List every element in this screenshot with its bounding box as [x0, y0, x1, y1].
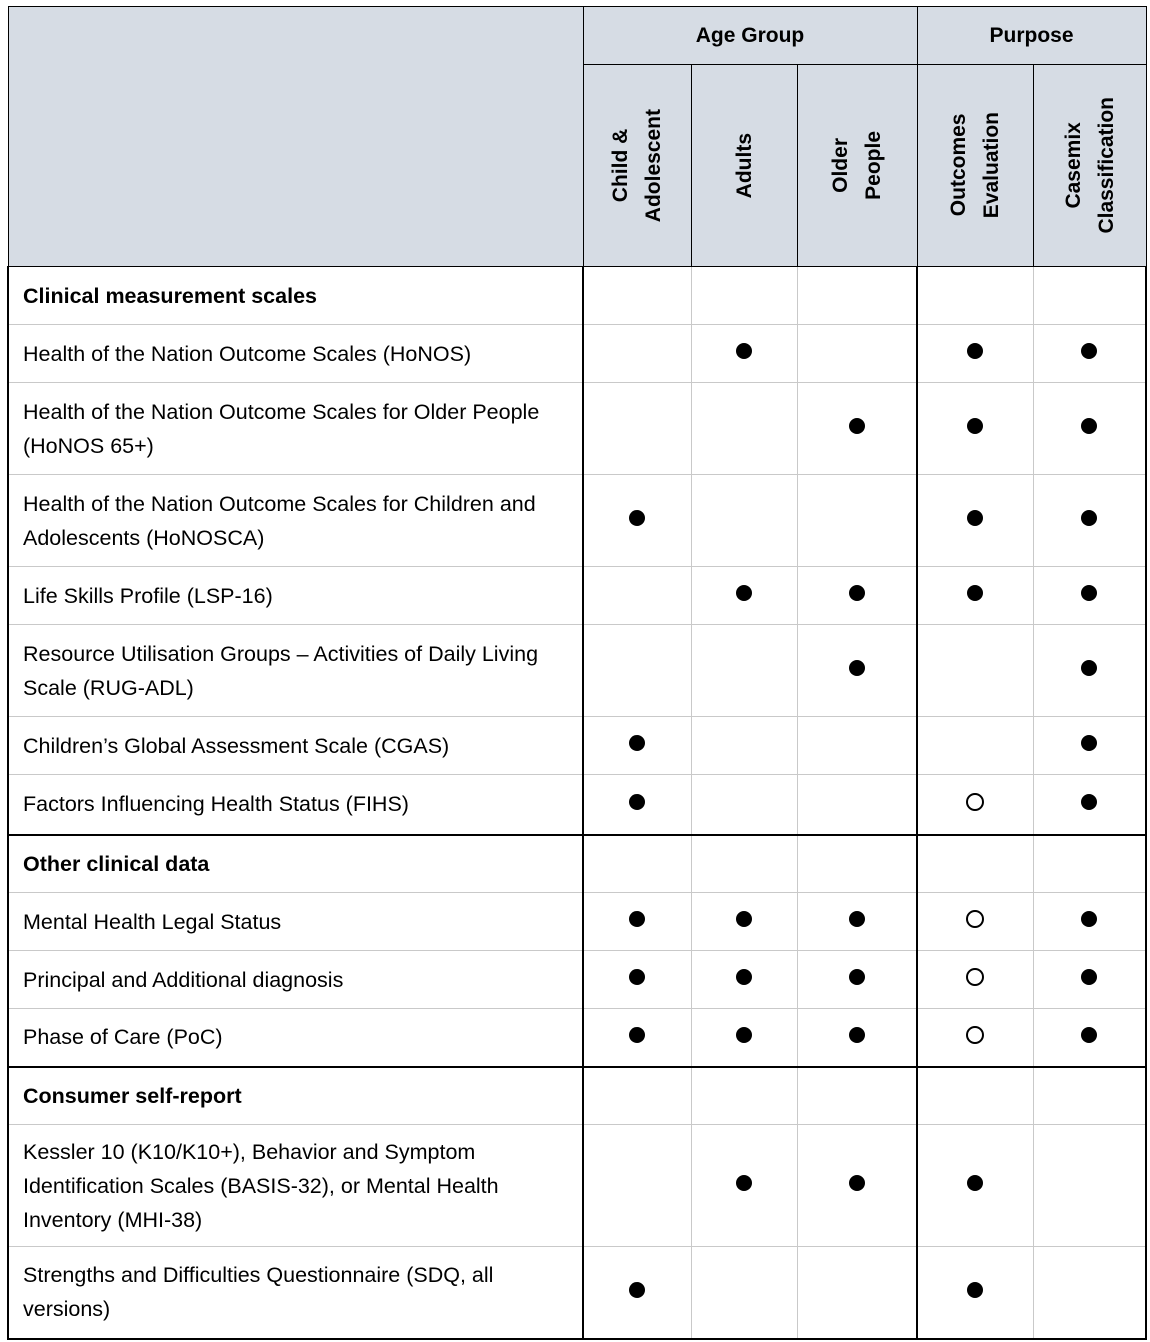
mark-cell [917, 893, 1033, 951]
mark-cell [917, 1067, 1033, 1125]
mark-cell [1033, 325, 1146, 383]
mark-cell [583, 267, 691, 325]
filled-dot-icon [736, 911, 752, 927]
mark-cell [1033, 625, 1146, 717]
section-label: Consumer self-report [8, 1067, 583, 1125]
mark-cell [797, 1125, 917, 1247]
section-label: Other clinical data [8, 835, 583, 893]
filled-dot-icon [736, 343, 752, 359]
filled-dot-icon [849, 1027, 865, 1043]
filled-dot-icon [1081, 969, 1097, 985]
table-row [8, 717, 1146, 775]
mark-cell [691, 1009, 797, 1067]
mark-cell [691, 475, 797, 567]
header-blank-cell [8, 7, 583, 267]
section-row [8, 267, 1146, 325]
mark-cell [1033, 835, 1146, 893]
filled-dot-icon [967, 343, 983, 359]
mark-cell [1033, 717, 1146, 775]
mark-cell [917, 1009, 1033, 1067]
mark-cell [797, 835, 917, 893]
mark-cell [797, 267, 917, 325]
filled-dot-icon [967, 585, 983, 601]
mark-cell [691, 893, 797, 951]
mark-cell [583, 325, 691, 383]
filled-dot-icon [629, 794, 645, 810]
col-label: Child & Adolescent [609, 108, 665, 223]
filled-dot-icon [629, 969, 645, 985]
mark-cell [797, 475, 917, 567]
filled-dot-icon [967, 1175, 983, 1191]
col-label: Outcomes Evaluation [947, 112, 1003, 219]
mark-cell [583, 1009, 691, 1067]
mark-cell [1033, 267, 1146, 325]
mark-cell [583, 625, 691, 717]
mark-cell [583, 775, 691, 835]
measure-label: Mental Health Legal Status [8, 893, 583, 951]
table-row [8, 1125, 1146, 1247]
measure-label: Principal and Additional diagnosis [8, 951, 583, 1009]
mark-cell [583, 717, 691, 775]
mark-cell [583, 383, 691, 475]
mark-cell [691, 625, 797, 717]
mark-cell [583, 1067, 691, 1125]
mark-cell [1033, 1067, 1146, 1125]
mark-cell [691, 951, 797, 1009]
table-row [8, 951, 1146, 1009]
col-header-child-adolescent [583, 65, 691, 267]
mark-cell [797, 325, 917, 383]
filled-dot-icon [629, 1027, 645, 1043]
mark-cell [917, 1247, 1033, 1339]
header-age-group: Age Group [583, 7, 917, 65]
section-row [8, 835, 1146, 893]
mark-cell [691, 835, 797, 893]
mark-cell [797, 717, 917, 775]
mark-cell [691, 775, 797, 835]
mark-cell [691, 267, 797, 325]
filled-dot-icon [1081, 911, 1097, 927]
table-row [8, 893, 1146, 951]
mark-cell [917, 1125, 1033, 1247]
mark-cell [917, 475, 1033, 567]
mark-cell [797, 1067, 917, 1125]
mark-cell [797, 1247, 917, 1339]
mark-cell [1033, 475, 1146, 567]
mark-cell [797, 567, 917, 625]
mark-cell [583, 1247, 691, 1339]
mark-cell [1033, 1247, 1146, 1339]
mark-cell [583, 567, 691, 625]
mark-cell [583, 893, 691, 951]
mark-cell [691, 717, 797, 775]
mark-cell [691, 1125, 797, 1247]
mark-cell [917, 267, 1033, 325]
filled-dot-icon [849, 418, 865, 434]
mark-cell [691, 1247, 797, 1339]
table-body [8, 267, 1146, 1339]
table-row [8, 625, 1146, 717]
filled-dot-icon [1081, 510, 1097, 526]
col-label: Casemix Classification [1061, 97, 1118, 234]
table-row [8, 383, 1146, 475]
col-header-older-people [797, 65, 917, 267]
filled-dot-icon [736, 585, 752, 601]
table-row [8, 475, 1146, 567]
table-row [8, 775, 1146, 835]
filled-dot-icon [1081, 794, 1097, 810]
mark-cell [691, 325, 797, 383]
measure-label: Factors Influencing Health Status (FIHS) [8, 775, 583, 835]
mark-cell [691, 567, 797, 625]
measures-table [7, 6, 1147, 1340]
col-label: Adults [732, 132, 756, 199]
mark-cell [1033, 383, 1146, 475]
mark-cell [797, 625, 917, 717]
mark-cell [1033, 567, 1146, 625]
measure-label: Health of the Nation Outcome Scales for Children and Adolescents (HoNOSCA) [8, 475, 583, 567]
mark-cell [797, 893, 917, 951]
table-row [8, 1009, 1146, 1067]
filled-dot-icon [736, 1027, 752, 1043]
mark-cell [917, 383, 1033, 475]
measure-label: Kessler 10 (K10/K10+), Behavior and Symptom Identification Scales (BASIS-32), or Mental Health Inventory (MHI-38) [8, 1125, 583, 1247]
mark-cell [797, 951, 917, 1009]
measure-label: Phase of Care (PoC) [8, 1009, 583, 1067]
hollow-circle-icon [966, 793, 984, 811]
mark-cell [1033, 1009, 1146, 1067]
hollow-circle-icon [966, 910, 984, 928]
filled-dot-icon [849, 585, 865, 601]
filled-dot-icon [1081, 1027, 1097, 1043]
filled-dot-icon [849, 969, 865, 985]
mark-cell [583, 475, 691, 567]
hollow-circle-icon [966, 968, 984, 986]
filled-dot-icon [1081, 660, 1097, 676]
mark-cell [917, 951, 1033, 1009]
measure-label: Children’s Global Assessment Scale (CGAS) [8, 717, 583, 775]
col-header-casemix-classification [1033, 65, 1146, 267]
mark-cell [917, 835, 1033, 893]
col-label: Older People [829, 131, 885, 200]
filled-dot-icon [849, 911, 865, 927]
filled-dot-icon [629, 911, 645, 927]
mark-cell [1033, 1125, 1146, 1247]
filled-dot-icon [1081, 585, 1097, 601]
table-row [8, 567, 1146, 625]
filled-dot-icon [629, 510, 645, 526]
measure-label: Health of the Nation Outcome Scales for Older People (HoNOS 65+) [8, 383, 583, 475]
filled-dot-icon [1081, 343, 1097, 359]
measure-label: Life Skills Profile (LSP-16) [8, 567, 583, 625]
mark-cell [797, 383, 917, 475]
measure-label: Resource Utilisation Groups – Activities of Daily Living Scale (RUG-ADL) [8, 625, 583, 717]
mark-cell [1033, 775, 1146, 835]
mark-cell [1033, 893, 1146, 951]
mark-cell [797, 775, 917, 835]
mark-cell [797, 1009, 917, 1067]
table-row [8, 325, 1146, 383]
mark-cell [583, 1125, 691, 1247]
mark-cell [917, 567, 1033, 625]
mark-cell [917, 717, 1033, 775]
section-row [8, 1067, 1146, 1125]
mark-cell [1033, 951, 1146, 1009]
mark-cell [917, 325, 1033, 383]
filled-dot-icon [967, 1282, 983, 1298]
filled-dot-icon [1081, 418, 1097, 434]
measure-label: Strengths and Difficulties Questionnaire (SDQ, all versions) [8, 1247, 583, 1339]
mark-cell [583, 951, 691, 1009]
filled-dot-icon [967, 418, 983, 434]
filled-dot-icon [629, 735, 645, 751]
filled-dot-icon [629, 1282, 645, 1298]
filled-dot-icon [849, 1175, 865, 1191]
section-label: Clinical measurement scales [8, 267, 583, 325]
col-header-adults [691, 65, 797, 267]
mark-cell [917, 775, 1033, 835]
mark-cell [917, 625, 1033, 717]
filled-dot-icon [736, 969, 752, 985]
filled-dot-icon [967, 510, 983, 526]
mark-cell [691, 1067, 797, 1125]
measure-label: Health of the Nation Outcome Scales (HoNOS) [8, 325, 583, 383]
filled-dot-icon [736, 1175, 752, 1191]
col-header-outcomes-evaluation [917, 65, 1033, 267]
table-row [8, 1247, 1146, 1339]
filled-dot-icon [849, 660, 865, 676]
mark-cell [583, 835, 691, 893]
filled-dot-icon [1081, 735, 1097, 751]
hollow-circle-icon [966, 1026, 984, 1044]
mark-cell [691, 383, 797, 475]
header-purpose: Purpose [917, 7, 1146, 65]
